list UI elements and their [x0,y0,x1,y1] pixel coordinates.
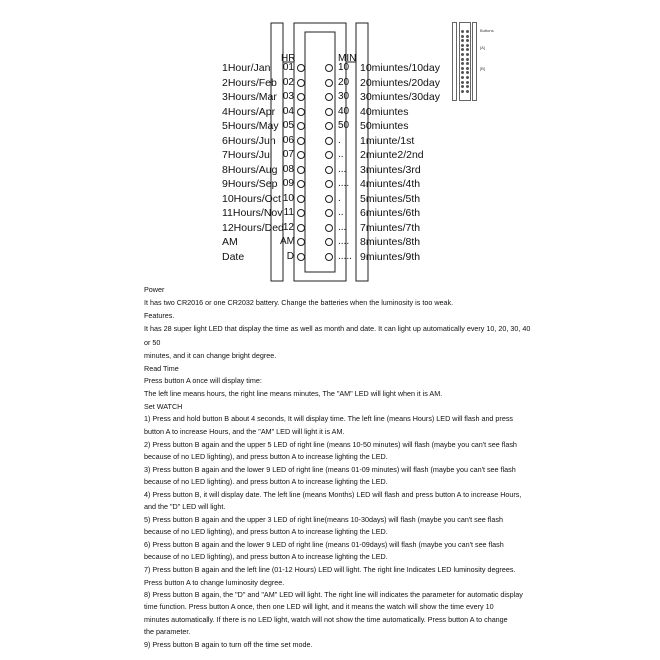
thumbnail-button-b-label: [B] [480,66,485,71]
manual-line: 1) Press and hold button B about 4 seconds, It will display time. The left line (means Hours) LED will flash and press [144,414,514,423]
hr-number: 04 [282,105,294,117]
thumbnail-led-icon [466,30,469,33]
thumbnail-led-icon [466,76,469,79]
min-number: ..... [338,250,352,262]
manual-line: 2) Press button B again and the upper 5 LED of right line (means 10-50 minutes) will flash (maybe you can't see flash [144,440,517,449]
manual-line: because of no LED lighting), and press button A to increase lighting the LED. [144,527,388,536]
left-label: 3Hours/Mar [222,91,277,103]
min-number: 20 [338,76,350,88]
minute-led-icon [325,238,333,246]
right-label: 40miuntes [360,105,409,118]
hour-led-icon [297,224,305,232]
left-label: 9Hours/Sep [222,178,278,190]
hr-number: 12 [282,221,294,233]
min-number: 50 [338,120,350,131]
manual-line: Power [144,285,165,294]
right-label: 9miuntes/9th [360,250,421,263]
hr-number: 01 [282,62,294,73]
min-number: 10 [338,62,350,73]
manual-line: Press button A to change luminosity degree. [144,578,285,587]
hour-led-icon [297,180,305,188]
hr-number: 11 [283,207,294,218]
manual-line: 3) Press button B again and the lower 9 LED of right line (means 01-09 minutes) will flash (maybe you can't see flash [144,465,516,474]
left-label: 5Hours/May [222,120,279,132]
minute-led-icon [325,253,333,261]
right-label: 10miuntes/10day [360,62,440,74]
right-label: 30miuntes/30day [360,91,440,103]
minute-led-icon [325,108,333,116]
left-label: 2Hours/Feb [222,76,277,89]
thumbnail-band [452,22,478,102]
thumbnail-led-icon [461,30,464,33]
min-number: 40 [338,105,350,117]
min-number: . [338,134,341,146]
manual-line: 9) Press button B again to turn off the time set mode. [144,640,313,649]
minute-led-icon [325,180,333,188]
manual-line: minutes automatically. If there is no LED light, watch will not show the time automatically. Press button A to change [144,615,508,624]
thumbnail-led-icon [461,44,464,47]
minute-led-icon [325,137,333,145]
min-number: . [338,192,341,204]
right-label: 4miuntes/4th [360,178,421,190]
hr-number: D [286,250,294,262]
right-label: 5miuntes/5th [360,192,421,205]
left-label: 8Hours/Aug [222,163,278,176]
manual-line: the parameter. [144,627,191,636]
min-number: .. [338,149,344,160]
manual-line: 8) Press button B again, the "D" and "AM" LED will light. The right line will indicates the parameter for automatic display [144,590,523,599]
hr-number: 10 [282,192,294,204]
minute-led-icon [325,151,333,159]
min-number: 30 [338,91,350,102]
thumbnail-led-icon [466,58,469,61]
right-label: 1miunte/1st [360,134,415,147]
hour-led-icon [297,253,305,261]
manual-line: because of no LED lighting). and press button A to increase lighting the LED. [144,477,388,486]
thumbnail-led-icon [466,81,469,84]
hr-number: 05 [282,120,294,131]
manual-line: 5) Press button B again and the upper 3 LED of right line(means 10-30days) will flash (maybe you can't see flash [144,515,503,524]
minute-led-icon [325,64,333,72]
hour-led-icon [297,151,305,159]
hour-led-icon [297,93,305,101]
thumbnail-led-icon [461,53,464,56]
hr-header: HR [281,53,296,64]
manual-line: minutes, and it can change bright degree. [144,351,277,360]
left-label: 11Hours/Nov [222,207,283,219]
watch-thumbnail [452,22,502,104]
hour-led-icon [297,166,305,174]
manual-line: The left line means hours, the right line means minutes, The "AM" LED will light when it is AM. [144,389,443,398]
hr-number: 09 [282,178,294,189]
watch-diagram [0,0,660,290]
manual-line: It has two CR2016 or one CR2032 battery. Change the batteries when the luminosity is too weak. [144,298,454,307]
thumbnail-led-icon [461,90,464,93]
manual-line: Set WATCH [144,402,183,411]
thumbnail-led-icon [466,53,469,56]
thumbnail-buttons-label: Buttons [480,28,494,33]
thumbnail-led-icon [466,35,469,38]
min-number: .... [338,236,350,247]
hr-number: 03 [282,91,294,102]
thumbnail-led-icon [461,35,464,38]
manual-line: button A to increase Hours, and the "AM" LED will light it is AM. [144,427,345,436]
hour-led-icon [297,195,305,203]
hr-number: 07 [282,149,294,160]
hr-number: AM [280,236,295,247]
left-label: 7Hours/Jul [222,149,273,161]
hour-led-icon [297,108,305,116]
right-label: 2miunte2/2nd [360,149,424,161]
right-label: 6miuntes/6th [360,207,421,219]
left-label: 12Hours/Ded [222,221,284,234]
manual-line: It has 28 super light LED that display the time as well as month and date. It can light up automatically every 10, 20, 30, 40 [144,324,531,333]
thumbnail-led-icon [461,76,464,79]
right-label: 8miuntes/8th [360,236,421,248]
hour-led-icon [297,79,305,87]
manual-line: because of no LED lighting), and press button A to increase lighting the LED. [144,552,388,561]
manual-line: 4) Press button B, it will display date. The left line (means Months) LED will flash and press button A to increase Hours, [144,490,522,499]
minute-led-icon [325,195,333,203]
minute-led-icon [325,209,333,217]
left-label: 10Hours/Oct [222,192,281,205]
manual-line: because of no LED lighting), and press button A to increase lighting the LED. [144,452,388,461]
manual-line: 7) Press button B again and the left line (01-12 Hours) LED will light. The right line Indicates LED luminosity degrees. [144,565,516,574]
thumbnail-led-icon [461,67,464,70]
right-label: 20miuntes/20day [360,76,440,89]
manual-line: or 50 [144,338,161,347]
manual-line: and the "D" LED will light. [144,502,226,511]
hour-led-icon [297,238,305,246]
min-number: .. [338,207,344,218]
left-label: Date [222,250,245,263]
left-label: 4Hours/Apr [222,105,276,118]
min-number: ... [338,163,347,175]
min-number: .... [338,178,350,189]
right-label: 7miuntes/7th [360,221,421,234]
manual-line: 6) Press button B again and the lower 9 LED of right line (means 01-09days) will flash (maybe you can't see flash [144,540,504,549]
thumbnail-led-icon [461,81,464,84]
left-label: AM [222,236,238,248]
minute-led-icon [325,224,333,232]
hour-led-icon [297,209,305,217]
hr-number: 02 [282,76,294,88]
right-label: 3miuntes/3rd [360,163,421,176]
thumbnail-button-a-label: [A] [480,45,485,50]
left-label: 1Hour/Jan [222,62,271,74]
thumbnail-led-icon [466,67,469,70]
hour-led-icon [297,64,305,72]
minute-led-icon [325,79,333,87]
left-label: 6Hours/Jun [222,134,276,147]
minute-led-icon [325,166,333,174]
hour-led-icon [297,122,305,130]
minute-led-icon [325,122,333,130]
right-label: 50miuntes [360,120,409,132]
manual-line: Features. [144,311,175,320]
hour-led-icon [297,137,305,145]
hr-number: 06 [282,134,294,146]
thumbnail-led-icon [466,44,469,47]
manual-line: time function. Press button A once, then one LED will light, and it means the watch will show the time every 10 [144,602,494,611]
manual-line: Press button A once will display time: [144,376,262,385]
minute-led-icon [325,93,333,101]
thumbnail-led-icon [461,58,464,61]
thumbnail-led-icon [466,90,469,93]
min-number: ... [338,221,347,233]
hr-number: 08 [282,163,294,175]
min-header: MIN [338,53,357,64]
manual-line: Read Time [144,364,179,373]
